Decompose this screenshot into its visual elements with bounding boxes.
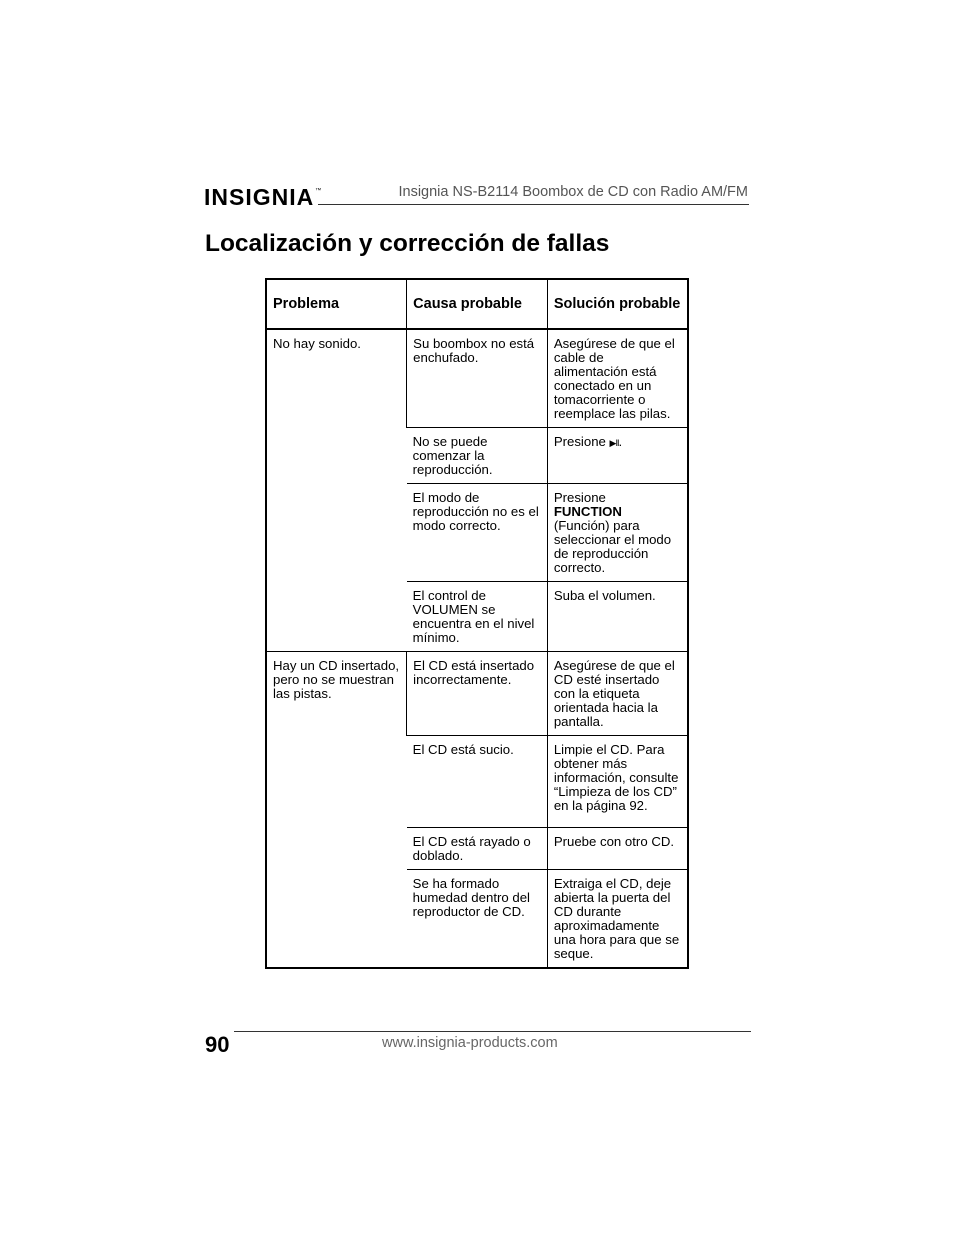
play-pause-icon: ▶II <box>609 438 619 448</box>
solution-text: Presione <box>553 490 606 505</box>
cause-cell: El CD está insertado incorrectamente. <box>407 652 548 736</box>
solution-cell: Extraiga el CD, deje abierta la puerta del CD durante aproximadamente una hora para que se seque. <box>547 870 688 969</box>
page-number: 90 <box>205 1032 230 1057</box>
footer-divider <box>234 1031 751 1032</box>
troubleshooting-table <box>265 278 689 969</box>
cause-cell: El CD está rayado o doblado. <box>407 828 548 870</box>
header-solucion: Solución probable <box>547 279 688 329</box>
page-title: Localización y corrección de fallas <box>205 230 610 257</box>
table-header-row <box>266 279 688 329</box>
problem-cell: No hay sonido. <box>266 329 407 652</box>
problem-cell: Hay un CD insertado, pero no se muestran las pistas. <box>273 658 400 701</box>
solution-text-end: (Función) para seleccionar el modo de reproducción correcto. <box>553 518 672 575</box>
solution-cell: Pruebe con otro CD. <box>547 828 688 870</box>
solution-cell: Suba el volumen. <box>547 582 688 652</box>
table-row <box>266 652 688 736</box>
cause-cell: El control de VOLUMEN se encuentra en el nivel mínimo. <box>407 582 548 652</box>
cause-cell: No se puede comenzar la reproducción. <box>407 428 548 484</box>
solution-cell: Limpie el CD. Para obtener más información, consulte “Limpieza de los CD” en la página 92. <box>547 736 688 828</box>
solution-cell <box>547 484 688 582</box>
solution-text-end: . <box>618 434 623 449</box>
logo-text: INSIGNIA <box>204 184 315 210</box>
trademark-mark: ™ <box>315 188 323 194</box>
brand-logo <box>204 184 322 211</box>
cause-cell: El CD está sucio. <box>407 736 548 828</box>
header-causa: Causa probable <box>407 279 548 329</box>
solution-cell: Asegúrese de que el CD esté insertado con la etiqueta orientada hacia la pantalla. <box>547 652 688 736</box>
cause-cell: El modo de reproducción no es el modo correcto. <box>407 484 548 582</box>
table-row <box>266 329 688 428</box>
cause-cell: Se ha formado humedad dentro del reproductor de CD. <box>412 876 530 919</box>
header-problema: Problema <box>266 279 407 329</box>
cause-cell: Su boombox no está enchufado. <box>407 329 548 428</box>
function-key-label: FUNCTION <box>553 504 622 519</box>
document-header-title: Insignia NS-B2114 Boombox de CD con Radio AM/FM <box>398 184 748 200</box>
solution-cell: Asegúrese de que el cable de alimentación está conectado en un tomacorriente o reemplace las pilas. <box>547 329 688 428</box>
solution-text: Presione <box>553 434 610 449</box>
footer-url: www.insignia-products.com <box>382 1035 558 1051</box>
header-divider <box>318 204 749 205</box>
solution-cell <box>547 428 688 484</box>
